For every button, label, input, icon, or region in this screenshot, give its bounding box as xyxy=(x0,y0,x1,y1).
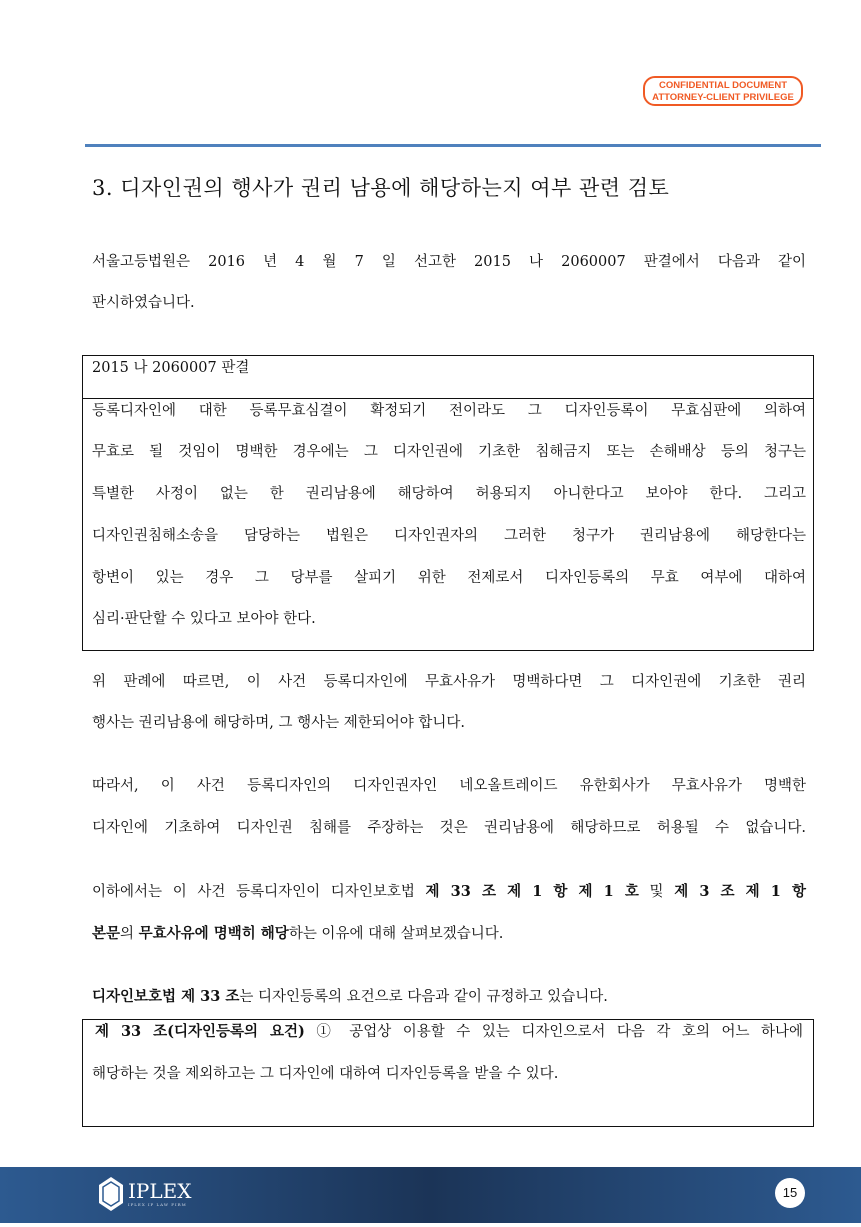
para4-line xyxy=(92,882,806,902)
bold-text: 제 33 조(디자인등록의 요건) xyxy=(95,1023,305,1040)
para5-line xyxy=(92,987,806,1007)
quote-line: 무효로 될 것임이 명백한 경우에는 그 디자인권에 기초한 침해금지 또는 손해배상 등의 청구는 xyxy=(92,444,806,460)
text: 는 디자인등록의 요건으로 다음과 같이 규정하고 있습니다. xyxy=(239,989,608,1005)
text: ① 공업상 이용할 수 있는 디자인으로서 다음 각 호의 어느 하나에 xyxy=(304,1024,804,1040)
quote-line: 디자인권침해소송을 담당하는 법원은 디자인권자의 그러한 청구가 권리남용에 해당한다는 xyxy=(92,528,806,544)
section-title: 3. 디자인권의 행사가 권리 남용에 해당하는지 여부 관련 검토 xyxy=(92,176,670,200)
bold-text: 제 3 조 제 1 항 xyxy=(674,883,806,900)
quote-line: 등록디자인에 대한 등록무효심결이 확정되기 전이라도 그 디자인등록이 무효심판에 의하여 xyxy=(92,403,806,419)
text: 의 xyxy=(120,926,139,942)
quote-box-header: 2015 나 2060007 판결 xyxy=(92,360,250,376)
footer-bar xyxy=(0,1167,861,1223)
quote-line: 심리·판단할 수 있다고 보아야 한다. xyxy=(92,611,316,627)
intro-line: 판시하였습니다. xyxy=(92,295,195,311)
iplex-emblem-icon xyxy=(98,1176,124,1212)
bold-text: 무효사유에 명백히 해당 xyxy=(138,925,289,942)
law-line: 해당하는 것을 제외하고는 그 디자인에 대하여 디자인등록을 받을 수 있다. xyxy=(92,1066,559,1082)
law-box xyxy=(82,1019,814,1127)
text: 이하에서는 이 사건 등록디자인이 디자인보호법 xyxy=(92,884,426,900)
law-line xyxy=(95,1022,803,1042)
quote-line: 특별한 사정이 없는 한 권리남용에 해당하여 허용되지 아니한다고 보아야 한다. 그리고 xyxy=(92,486,806,502)
quote-box xyxy=(82,355,814,651)
logo-text: IPLEX xyxy=(128,1179,192,1203)
para3-line: 따라서, 이 사건 등록디자인의 디자인권자인 네오올트레이드 유한회사가 무효사유가 명백한 xyxy=(92,778,806,794)
logo-subtext: IPLEX IP LAW FIRM xyxy=(128,1202,187,1207)
para2-line: 위 판례에 따르면, 이 사건 등록디자인에 무효사유가 명백하다면 그 디자인권에 기초한 권리 xyxy=(92,674,806,690)
bold-text: 제 33 조 제 1 항 제 1 호 xyxy=(425,883,639,900)
quote-line: 항변이 있는 경우 그 당부를 살피기 위한 전제로서 디자인등록의 무효 여부에 대하여 xyxy=(92,570,806,586)
intro-line: 서울고등법원은 2016 년 4 월 7 일 선고한 2015 나 2060007 판결에서 다음과 같이 xyxy=(92,254,806,270)
iplex-logo xyxy=(98,1176,191,1212)
text: 및 xyxy=(638,884,675,900)
stamp-line2: ATTORNEY-CLIENT PRIVILEGE xyxy=(652,92,794,103)
logo-wordmark xyxy=(128,1180,191,1208)
quote-box-header-row xyxy=(83,356,813,399)
bold-text: 본문 xyxy=(92,925,121,942)
confidential-stamp xyxy=(643,76,803,106)
stamp-line1: CONFIDENTIAL DOCUMENT xyxy=(658,80,788,91)
para2-line: 행사는 권리남용에 해당하며, 그 행사는 제한되어야 합니다. xyxy=(92,715,466,731)
page-number: 15 xyxy=(775,1178,805,1208)
bold-text: 디자인보호법 제 33 조 xyxy=(92,988,240,1005)
para3-line: 디자인에 기초하여 디자인권 침해를 주장하는 것은 권리남용에 해당하므로 허용될 수 없습니다. xyxy=(92,820,806,836)
header-rule xyxy=(85,144,821,147)
para4-line xyxy=(92,924,806,944)
text: 하는 이유에 대해 살펴보겠습니다. xyxy=(288,926,504,942)
